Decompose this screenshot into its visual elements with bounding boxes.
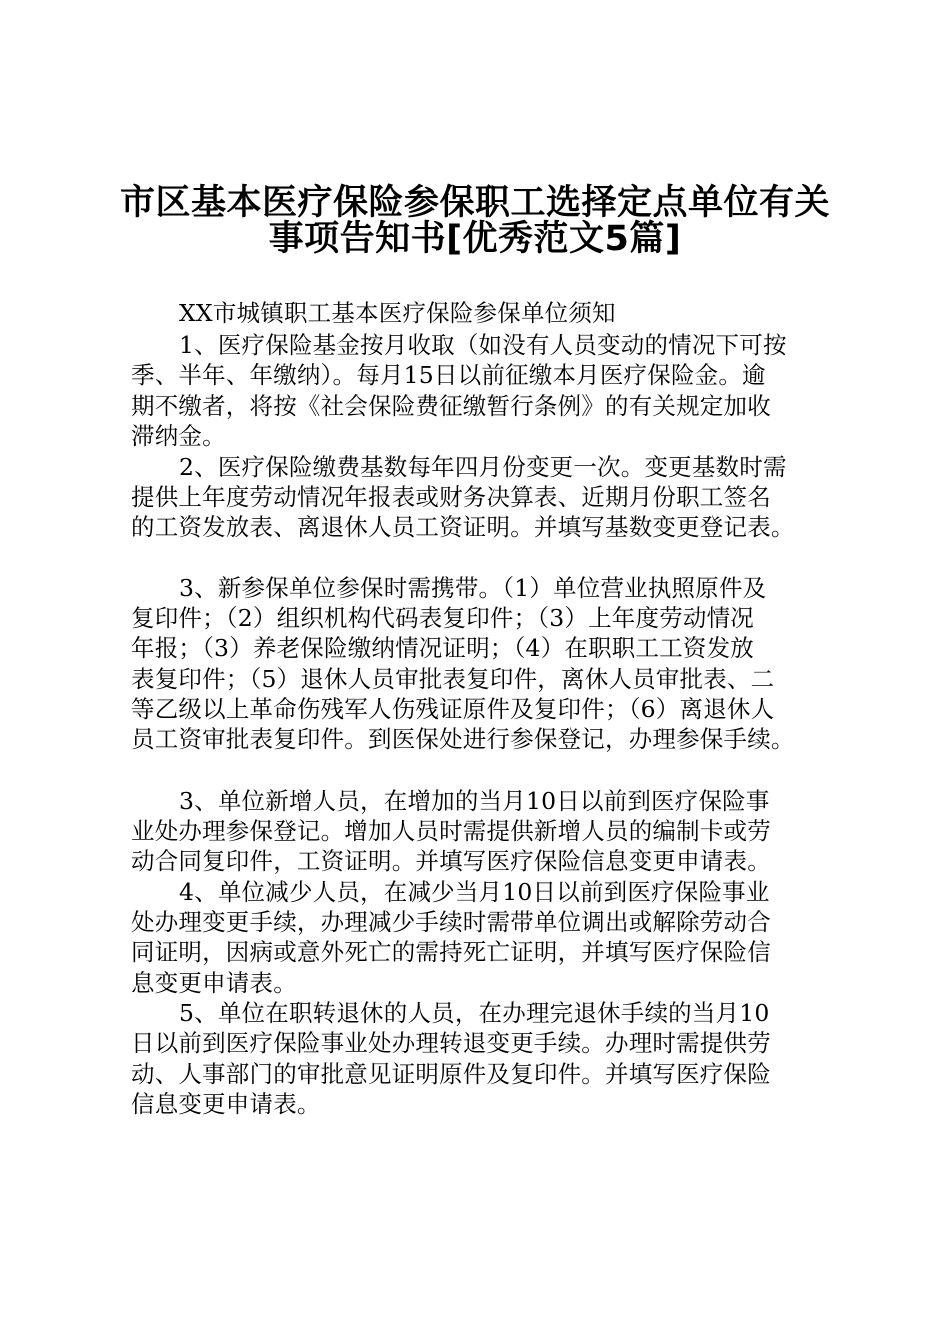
text-line: 2、医疗保险缴费基数每年四月份变更一次。变更基数时需 bbox=[179, 453, 787, 481]
text-line: 年报；（3）养老保险缴纳情况证明；（4）在职职工工资发放 bbox=[131, 634, 755, 662]
text-line: 日以前到医疗保险事业处办理转退变更手续。办理时需提供劳 bbox=[131, 1029, 771, 1057]
text-line: 动、人事部门的审批意见证明原件及复印件。并填写医疗保险 bbox=[131, 1060, 771, 1088]
text-line: 复印件；（2）组织机构代码表复印件；（3）上年度劳动情况 bbox=[131, 604, 755, 632]
text-line: 滞纳金。 bbox=[131, 422, 226, 450]
text-line: 同证明，因病或意外死亡的需持死亡证明，并填写医疗保险信 bbox=[131, 938, 771, 966]
text-line: 处办理变更手续，办理减少手续时需带单位调出或解除劳动合 bbox=[131, 908, 771, 936]
text-line: 业处办理参保登记。增加人员时需提供新增人员的编制卡或劳 bbox=[131, 817, 771, 845]
text-line: 提供上年度劳动情况年报表或财务决算表、近期月份职工签名 bbox=[131, 483, 771, 511]
text-line: 员工资审批表复印件。到医保处进行参保登记，办理参保手续。 bbox=[131, 725, 795, 753]
text-line: 4、单位减少人员，在减少当月10日以前到医疗保险事业 bbox=[179, 878, 770, 906]
text-line: 1、医疗保险基金按月收取（如没有人员变动的情况下可按 bbox=[179, 331, 787, 359]
text-line: 季、半年、年缴纳）。每月15日以前征缴本月医疗保险金。逾 bbox=[131, 361, 766, 389]
text-line: 3、新参保单位参保时需携带。（1）单位营业执照原件及 bbox=[179, 574, 767, 602]
text-line: 信息变更申请表。 bbox=[131, 1090, 321, 1118]
text-line: 表复印件；（5）退休人员审批表复印件，离休人员审批表、二 bbox=[131, 665, 775, 693]
text-line: 息变更申请表。 bbox=[131, 969, 297, 997]
text-line: 期不缴者，将按《社会保险费征缴暂行条例》的有关规定加收 bbox=[131, 392, 771, 420]
text-line: 等乙级以上革命伤残军人伤残证原件及复印件；（6）离退休人 bbox=[131, 695, 775, 723]
text-line: XX市城镇职工基本医疗保险参保单位须知 bbox=[179, 299, 616, 327]
text-line: 3、单位新增人员，在增加的当月10日以前到医疗保险事 bbox=[179, 787, 770, 815]
text-line: 动合同复印件，工资证明。并填写医疗保险信息变更申请表。 bbox=[131, 847, 771, 875]
document-title-line-1: 市区基本医疗保险参保职工选择定点单位有关 bbox=[119, 183, 830, 223]
document-title-line-2: 事项告知书[优秀范文5篇] bbox=[268, 219, 682, 259]
text-line: 5、单位在职转退休的人员，在办理完退休手续的当月10 bbox=[179, 999, 770, 1027]
text-line: 的工资发放表、离退休人员工资证明。并填写基数变更登记表。 bbox=[131, 513, 795, 541]
